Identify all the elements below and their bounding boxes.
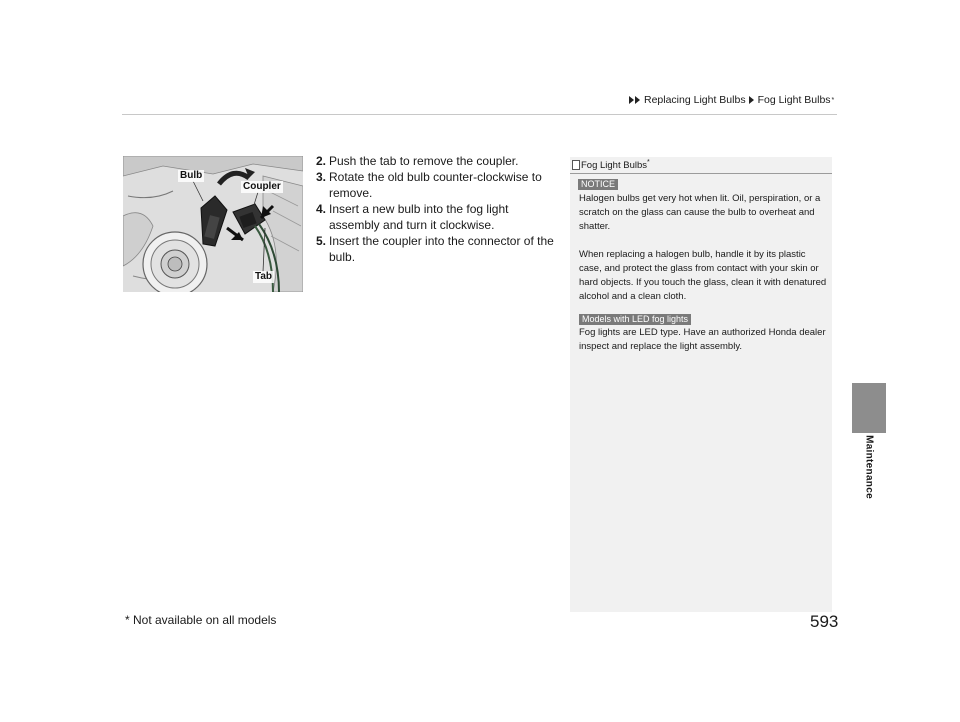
fog-light-illustration	[123, 156, 303, 292]
bulb-label: Bulb	[180, 170, 203, 181]
note-title	[581, 159, 650, 171]
section-tab-marker[interactable]	[852, 383, 886, 433]
note-title-text: Fog Light Bulbs	[581, 160, 648, 172]
engine-bay-drawing	[123, 156, 303, 292]
breadcrumb-item-current: Fog Light Bulbs	[757, 94, 831, 106]
step-text: Push the tab to remove the coupler.	[329, 154, 519, 168]
step-text: Insert a new bulb into the fog light assembly and turn it clockwise.	[329, 202, 509, 232]
breadcrumb-arrow-icon	[629, 96, 634, 104]
led-models-badge: Models with LED fog lights	[579, 314, 691, 325]
note-reference-icon	[572, 160, 580, 170]
tab-label: Tab	[255, 271, 273, 282]
notice-badge: NOTICE	[578, 179, 618, 190]
step-number: 4.	[316, 202, 327, 216]
coupler-label: Coupler	[243, 181, 281, 192]
footnote-marker: *	[647, 159, 650, 166]
step-item	[316, 201, 556, 233]
step-number: 5.	[316, 234, 327, 248]
header-divider	[122, 114, 837, 115]
handling-text: When replacing a halogen bulb, handle it by its plastic case, and protect the glass from contact with your skin or hard objects. If you touch the glass, clean it with denatured alcohol and a clean cloth.	[579, 249, 827, 302]
breadcrumb-arrow-icon	[749, 96, 754, 104]
step-item	[316, 233, 556, 265]
step-number: 2.	[316, 154, 327, 168]
step-text: Rotate the old bulb counter-clockwise to remove.	[329, 170, 542, 200]
led-text: Fog lights are LED type. Have an authorized Honda dealer inspect and replace the light assembly.	[579, 327, 826, 352]
step-number: 3.	[316, 170, 327, 184]
note-panel	[570, 157, 832, 612]
breadcrumb-item[interactable]: Replacing Light Bulbs	[644, 94, 746, 106]
page-number: 593	[810, 612, 839, 631]
footnote: * Not available on all models	[125, 613, 277, 627]
breadcrumb-arrow-icon	[635, 96, 640, 104]
step-text: Insert the coupler into the connector of the bulb.	[329, 234, 554, 264]
section-tab-label: Maintenance	[863, 435, 875, 499]
procedure-steps	[316, 153, 556, 265]
breadcrumb	[629, 94, 834, 106]
footnote-marker: *	[831, 96, 835, 104]
step-item	[316, 153, 556, 169]
note-header	[570, 157, 832, 174]
notice-text: Halogen bulbs get very hot when lit. Oil, perspiration, or a scratch on the glass can cause the bulb to overheat and shatter.	[579, 193, 821, 232]
step-item	[316, 169, 556, 201]
